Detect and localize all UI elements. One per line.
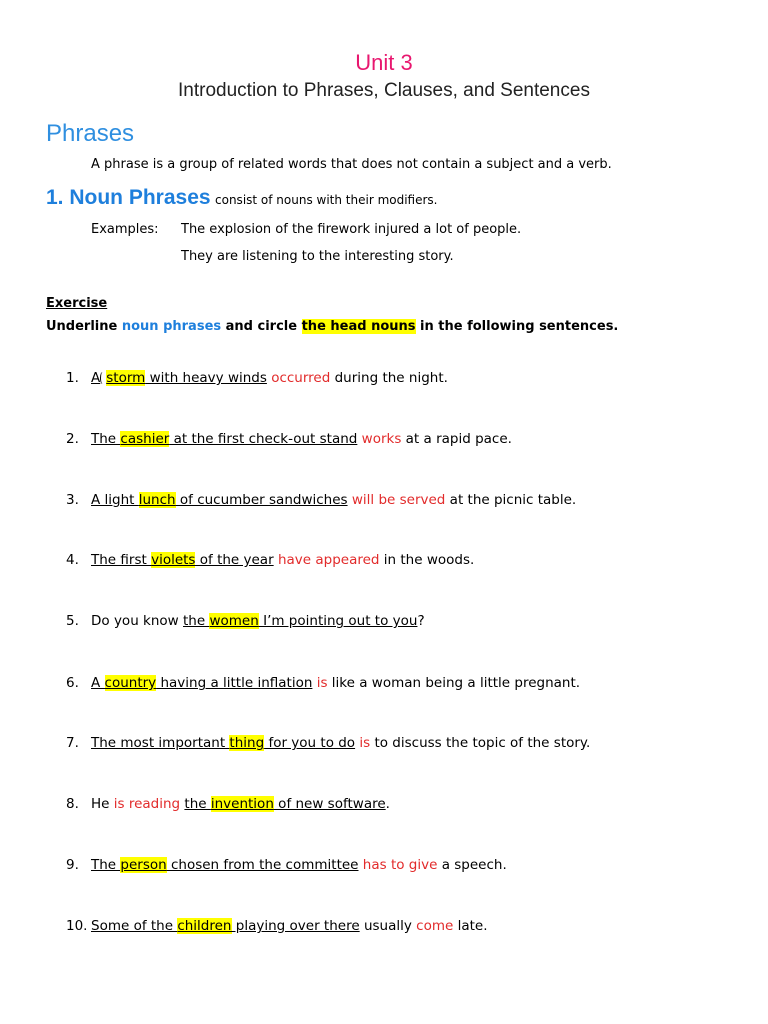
plain-text: a speech.	[437, 857, 507, 873]
exercise-sentence	[66, 431, 512, 447]
exercise-sentence	[66, 492, 576, 508]
np-part: A	[91, 370, 101, 386]
np-part: Some of the	[91, 918, 178, 934]
exercise-heading: Exercise	[46, 296, 108, 311]
verb: is	[359, 735, 371, 751]
noun-phrase	[91, 735, 355, 751]
np-part: The	[91, 431, 121, 447]
plain-text: like a woman being a little pregnant.	[327, 675, 581, 691]
noun-phrases-title: 1. Noun Phrases	[46, 186, 211, 209]
sentence-number: 7.	[66, 735, 79, 751]
exercise-sentence	[66, 857, 507, 873]
np-part: I’m pointing out to you	[258, 613, 418, 629]
exercise-sentence	[66, 675, 580, 691]
sentence-number: 9.	[66, 857, 79, 873]
examples-label: Examples:	[91, 222, 159, 237]
head-noun: children	[177, 918, 232, 934]
sentence-number: 8.	[66, 796, 79, 812]
np-part: with heavy winds	[145, 370, 267, 386]
head-noun: country	[104, 675, 157, 691]
np-part: of new software	[273, 796, 386, 812]
plain-text: late.	[453, 918, 488, 934]
noun-phrase	[184, 796, 385, 812]
np-part: A	[91, 675, 105, 691]
instruction-noun-phrases: noun phrases	[121, 319, 222, 334]
head-noun: invention	[210, 796, 274, 812]
np-part: for you to do	[264, 735, 356, 751]
np-part: having a little inflation	[156, 675, 313, 691]
verb: works	[361, 431, 402, 447]
exercise-instruction	[46, 319, 618, 334]
verb: has to give	[362, 857, 438, 873]
sentence-number: 6.	[66, 675, 79, 691]
verb: will be served	[351, 492, 446, 508]
head-noun: storm	[106, 370, 146, 386]
plain-text: at the picnic table.	[445, 492, 577, 508]
verb: is	[316, 675, 328, 691]
plain-text: .	[385, 796, 390, 812]
sentence-number: 5.	[66, 613, 79, 629]
unit-title: Unit 3	[355, 50, 413, 75]
plain-text: at a rapid pace.	[401, 431, 512, 447]
np-part: of cucumber sandwiches	[175, 492, 348, 508]
sentence-number: 10.	[66, 918, 88, 934]
noun-phrase	[91, 857, 359, 873]
plain-text: usually	[359, 918, 417, 934]
np-part: The most important	[91, 735, 230, 751]
instruction-text: and circle	[221, 319, 302, 334]
example-sentence-1: The explosion of the firework injured a lot of people.	[181, 222, 522, 237]
verb: come	[416, 918, 454, 934]
exercise-sentence	[66, 552, 474, 568]
noun-phrase	[91, 492, 348, 508]
exercise-sentence	[66, 735, 590, 751]
verb: have appeared	[277, 552, 380, 568]
np-part: the	[183, 613, 210, 629]
verb: occurred	[271, 370, 331, 386]
noun-phrase	[91, 370, 267, 386]
noun-phrase	[91, 552, 274, 568]
exercise-sentence	[66, 370, 448, 386]
plain-text: in the woods.	[379, 552, 475, 568]
head-noun: cashier	[120, 431, 170, 447]
sentence-number: 4.	[66, 552, 79, 568]
instruction-head-nouns: the head nouns	[301, 319, 416, 334]
head-noun: lunch	[138, 492, 176, 508]
section-title: Phrases	[46, 120, 135, 147]
head-noun: women	[209, 613, 259, 629]
circle-mark	[100, 372, 105, 384]
plain-text: ?	[417, 613, 425, 629]
head-noun: violets	[151, 552, 196, 568]
verb: is reading	[113, 796, 181, 812]
noun-phrase	[183, 613, 417, 629]
np-part: chosen from the committee	[166, 857, 359, 873]
plain-text: Do you know	[91, 613, 184, 629]
sentence-number: 2.	[66, 431, 79, 447]
plain-text: during the night.	[330, 370, 448, 386]
head-noun: person	[120, 857, 167, 873]
np-part: of the year	[195, 552, 274, 568]
np-part: the	[184, 796, 211, 812]
noun-phrases-description: consist of nouns with their modifiers.	[215, 193, 438, 207]
noun-phrase	[91, 675, 312, 691]
example-sentence-2: They are listening to the interesting story.	[181, 249, 454, 264]
plain-text: to discuss the topic of the story.	[370, 735, 591, 751]
exercise-sentence	[66, 796, 390, 812]
noun-phrases-heading	[46, 186, 438, 210]
phrase-definition: A phrase is a group of related words that does not contain a subject and a verb.	[91, 157, 612, 172]
noun-phrase	[91, 918, 360, 934]
sentence-number: 3.	[66, 492, 79, 508]
np-part: playing over there	[231, 918, 360, 934]
np-part: at the first check-out stand	[169, 431, 358, 447]
np-part: The first	[91, 552, 152, 568]
page-subtitle: Introduction to Phrases, Clauses, and Sentences	[178, 80, 590, 101]
head-noun: thing	[229, 735, 265, 751]
instruction-text: Underline	[46, 319, 122, 334]
sentence-number: 1.	[66, 370, 79, 386]
np-part: The	[91, 857, 121, 873]
np-part: A light	[91, 492, 139, 508]
noun-phrase	[91, 431, 357, 447]
exercise-sentence	[66, 918, 488, 934]
exercise-sentence	[66, 613, 425, 629]
plain-text: He	[91, 796, 114, 812]
instruction-text: in the following sentences.	[415, 319, 619, 334]
